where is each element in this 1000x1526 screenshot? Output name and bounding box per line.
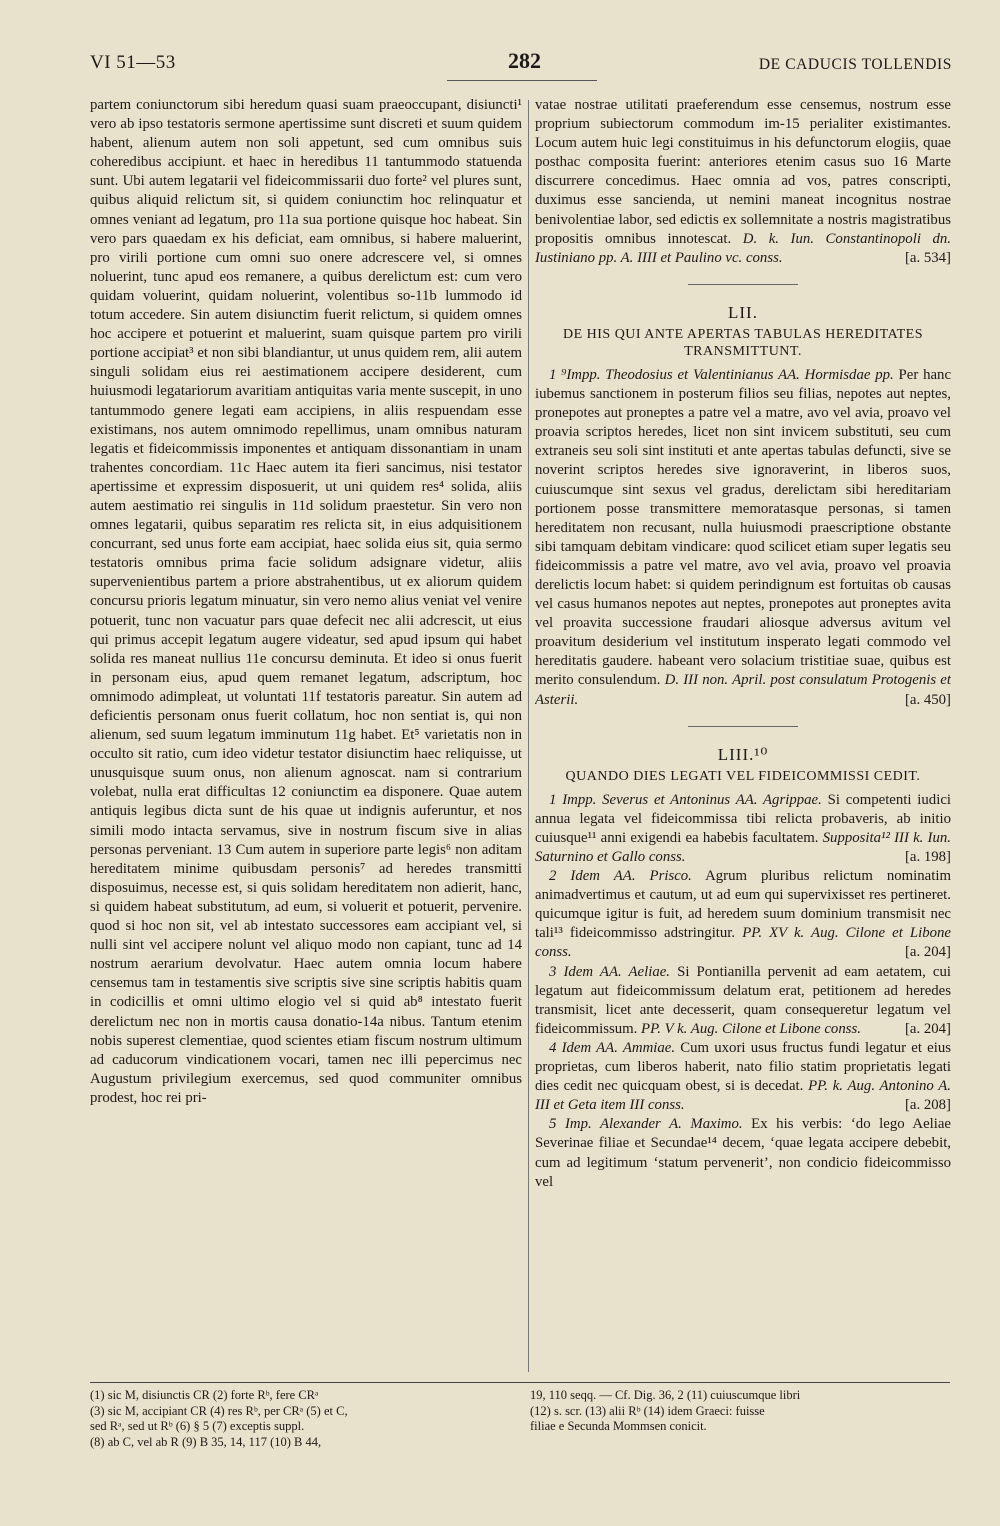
title-52-heading: DE HIS QUI ANTE APERTAS TABULAS HEREDITATES TRANSMITTUNT. [562,326,924,359]
right-column [535,96,951,1376]
section-rule [688,284,798,285]
e4-lead: 4 Idem AA. Ammiae. [549,1039,676,1056]
page-number: 282 [508,48,541,73]
header-rule [447,80,597,81]
e2-reference: PP. XV k. Aug. Cilone et Libone conss. [535,925,951,961]
e5-body: Ex his verbis: ‘do lego Aeliae Severinae filiae et Secundae¹⁴ decem, ‘quae legata accipere debebit, cum ad legitimum ‘statum pervenerit’, non condicio fideicommisso vel [535,1116,951,1190]
e3-lead: 3 Idem AA. Aeliae. [549,963,670,980]
e3-date: [a. 204] [904,1020,951,1037]
section-rule [688,726,798,727]
e3-body: Si Pontianilla pervenit ad eam aetatem, cui legatum aut fideicommissum delatum erat, petitionem ad heredes transmisit, licet ante decesserit, quam consequeretur legatum vel fideicommissum. [535,963,951,1037]
running-head [90,48,952,82]
title-52-constitution [535,366,951,710]
footnote-line: (1) sic M, disiunctis CR (2) forte Rᵇ, fere CRᵃ [90,1388,319,1402]
footnotes-right [530,1388,950,1435]
e1-body: Si competenti iudici annua legata vel fideicommissa tibi relicta probaveris, ab initio cuiusque¹¹ anni exigendi ea habebis facultatem. [535,791,951,846]
e5-lead: 5 Imp. Alexander A. Maximo. [549,1116,743,1133]
e1-reference: Supposita¹² III k. Iun. Saturnino et Gallo conss. [535,829,951,865]
title-53-heading: QUANDO DIES LEGATI VEL FIDEICOMMISSI CEDIT. [565,768,921,784]
footnote-rule [90,1382,950,1383]
e1-date: [a. 198] [904,849,951,865]
e1-lead: 1 Impp. Severus et Antoninus AA. Agrippae. [549,791,822,808]
footnote-line: filiae e Secunda Mommsen conicit. [530,1419,707,1433]
title-53-number: LIII.¹⁰ [717,744,769,764]
t52-body: Per hanc iubemus sanctionem in posterum filios seu filias, nepotes aut neptes, pronepotes aut proneptes a patre vel a matre, avo vel avia, proavo vel proavia scriptos heredes, licet non sint invicem substituti, seu cum extraneis seu soli sint instituti et ante apertas tabulas defuncti, sive se noverint scriptos heredes sive ignoraverint, in liberos suos, cuiuscumque sint sexus vel gradus, derelictam sibi hereditariam portionem posse transmittere memoratasque personas, si tamen hereditatem non recusant, nulla huiusmodi praescriptione obstante sibi tamquam debitam vindicare: quod scilicet etiam super legatis seu fideicommissis a patre vel matre, avo vel avia, proavo vel proavia derelictis locum habet: si quidem perindignum est fortuitas ob causas vel casus humanos nepotes aut neptes, pronepotes aut proneptes avita vel proavita successione fraudari aliosque adversus avitum vel proavitum desiderium vel institutum insperato legati commodo vel hereditatis gaudere. habeant vero solacium tristitiae suae, quibus est merito consulendum. [535,366,951,689]
e3-reference: PP. V k. Aug. Cilone et Libone conss. [641,1020,861,1037]
e4-body: Cum uxori usus fructus fundi legatur et eius proprietas, cum liberos haberit, nato filio statim proprietatis legati dies cedit nec quicquam obest, si is decedat. [535,1039,951,1095]
running-head-left: VI 51—53 [90,52,176,73]
t53-entry-3 [535,963,951,1039]
footnote-line: 19, 110 seqq. — Cf. Dig. 36, 2 (11) cuiuscumque libri [530,1388,801,1402]
running-head-title: DE CADUCIS TOLLENDIS [758,56,952,73]
opening-reference: D. k. Iun. Constantinopoli dn. Iustiniano pp. A. IIII et Paulino vc. conss. [535,230,951,266]
footnote-line: (3) sic M, accipiant CR (4) res Rᵇ, per CRᵃ (5) et C, [90,1403,348,1418]
footnote-line: (12) s. scr. (13) alii Rᵇ (14) idem Graeci: fuisse [530,1403,765,1418]
footnote-line: sed Rᵃ, sed ut Rᵇ (6) § 5 (7) exceptis suppl. [90,1419,305,1433]
t52-lead: 1 ⁹Impp. Theodosius et Valentinianus AA. Hormisdae pp. [549,366,894,383]
e2-date: [a. 204] [904,944,951,961]
opening-date: [a. 534] [904,249,951,266]
e2-body: Agrum pluribus relictum nominatim animadvertimus et cautum, ut ad eum qui supervixisset res pertineret. quicumque igitur is fuit, ad heredem suum dominium transmisit nec tali¹³ fideicommisso adstringitur. [535,868,951,942]
e4-date: [a. 208] [904,1097,951,1114]
column-divider [528,100,529,1372]
t53-entry-4 [535,1039,951,1115]
t53-entry-5 [535,1115,951,1191]
t53-entry-1 [535,791,951,867]
right-column-opening [535,96,951,268]
t53-entry-2 [535,867,951,962]
footnotes-left [90,1388,515,1450]
t52-date: [a. 450] [904,691,951,708]
left-column [90,96,522,1376]
left-column-text: partem coniunctorum sibi heredum quasi suam praeoccupant, disiuncti¹ vero ab ipso testatoris sermone apertissime sunt discreti et suum quidem habent, alienum autem non soli appetunt, sed cum omnibus suis coheredibus accipiunt. et haec in heredibus 11 tantummodo statuenda sunt. Ubi autem legatarii vel fideicommissarii duo forte² vel plures sunt, quibus aliquid relictum sit, si quidem coniunctim hoc relinquatur et omnes veniant ad legatum, pro 11a sua portione quisque hoc habeat. Sin vero pars quaedam ex his deficiat, eam omnibus, si habere maluerint, pro virili portione cum omni suo onere adcrescere vel, si omnes noluerint, tunc apud eos remanere, a quibus derelictum est: cum vero quidam voluerint, quidam noluerint, volentibus so-11b lummodo id totum accedere. Sin autem disiunctim fuerit relictum, si quidem omnes hoc accipere et potuerint et maluerint, suam quisque partem pro virili portione accipiat³ et non sibi blandiantur, ut unus quidem rem, alii autem singuli solidam eius rei aestimationem accipere desiderent, cum huiusmodi legatariorum avaritiam antiquitas varia mente suscepit, in uno tantummodo genere legati eam accipiens, in aliis respuendam esse existimans, nos autem omnimodo repellimus, unam omnibus naturam legatis et fideicommissis imponentes et antiquam dissonantiam in unam trahentes concordiam. 11c Haec autem ita fieri sancimus, nisi testator apertissime et expressim disposuerit, ut uni quidem res⁴ solida, aliis autem aestimatio rei singulis in 11d solidum praestetur. Sin vero non omnes legatarii, quibus separatim res relicta sit, in eius adquisitionem concurrant, sed unus forte eam accipiat, haec solida eius sit, quia sermo testatoris omnibus prima facie solidum adsignare videtur, aliis supervenientibus partem a priore abstrahentibus, ut ex aliorum quidem concursu prioris legatum minuatur, sin vero nemo alius veniat vel venire potuerit, tunc non vacuatur pars quae defecit nec alii adcrescit, ut eius qui primus accepit legatum augere videatur, sed apud ipsum qui habet solida res maneat nullius 11e concursu deminuta. Et ideo si onus fuerit in personam eius, apud quem remanet legatum, adscriptum, hoc omnimodo adimpleat, ut voluntati 11f testatoris pareatur. Sin autem ad deficientis personam onus fuerit collatum, hoc non sentiat is, qui non alienum, sed suum legatum imminutum 11g habet. Et⁵ varietatis non in occulto sit ratio, cum ideo videtur testator disiunctim haec reliquisse, ut unusquisque suum onus, non alienum agnoscat. nam si contrarium volebat, nulla erat difficultas 12 coniunctim ea disponere. Quae autem antiquis legibus dicta sunt de his quae ut indignis auferuntur, et nos simili modo intacta servamus, sive in nostrum fiscum sive in alias personas perveniant. 13 Cum autem in superiore parte legis⁶ non aditam hereditatem minime quibusdam personis⁷ ad heredes transmitti disposuimus, necesse est, si quis solidam hereditatem non adierit, hanc, si quidem habeat substitutum, ad eum, si voluerit et potuerit, pervenire. quod si hoc non sit, vel ab intestato successores eam accipiant vel, si nulli sint vel accipere nolunt vel aliquo modo non capiant, tunc ad 14 nostrum aerarium devolvatur. Haec autem omnia locum habere censemus tam in testamentis sive scriptis sive sine scriptis habitis quam in codicillis et omni ultimo elogio vel si quid ab⁸ intestato fuerit derelictum nec non in mortis causa donatio-14a nibus. Tantum etenim nobis superest clementiae, quod scientes etiam fiscum nostrum ultimum ad caducorum vindicationem vocari, tamen nec illi pepercimus nec Augustum privilegium exercemus, sed quod communiter omnibus prodest, hoc rei pri- [90,97,522,1106]
t52-reference: D. III non. April. post consulatum Protogenis et Asterii. [535,672,951,708]
e2-lead: 2 Idem AA. Prisco. [549,868,692,885]
opening-text: vatae nostrae utilitati praeferendum esse censemus, nostrum esse proprium subiectorum commodum im-15 perialiter existimantes. Locum autem huic legi constituimus in his defunctorum elogiis, quae posthac composita fuerint: anteriores etenim casus suo 16 Marte discurrere concedimus. Haec omnia ad vos, patres conscripti, duximus esse sancienda, ut nemini maneat incognitus nostrae benivolentiae labor, sed edictis ex sollemnitate a nostris magistratibus propositis omnibus innotescat. [535,97,951,247]
footnote-line: (8) ab C, vel ab R (9) B 35, 14, 117 (10) B 44, [90,1434,322,1449]
title-52-number: LII. [728,302,758,322]
e4-reference: PP. k. Aug. Antonino A. III et Geta item III conss. [535,1078,951,1114]
